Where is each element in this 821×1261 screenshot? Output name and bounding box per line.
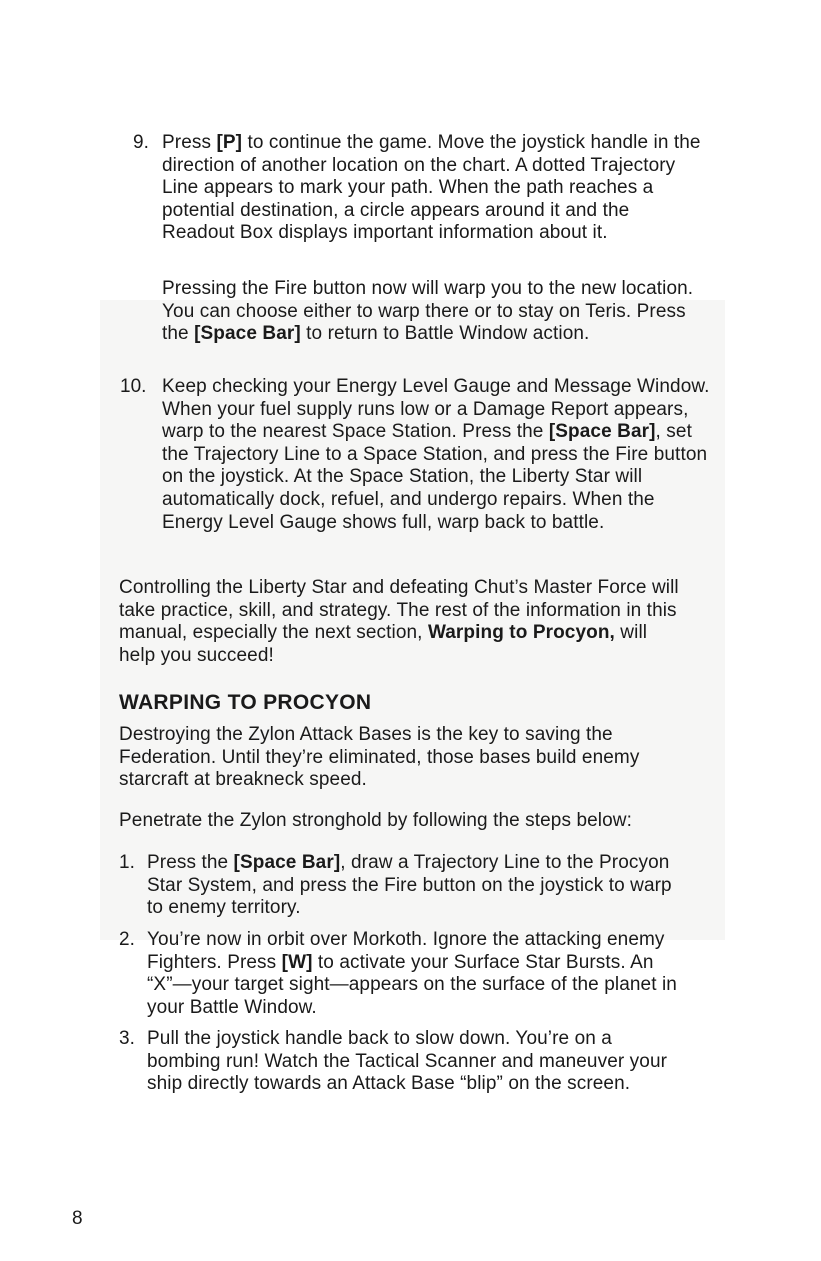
text-run: to activate your Surface Star Bursts. An “X”—your target sight—appears on the surface of the planet in your Battle Window.	[147, 951, 677, 1018]
text-run: You’re now in orbit over Morkoth. Ignore the attacking enemy Fighters. Press	[147, 929, 665, 973]
text-run: will help you succeed!	[119, 622, 648, 666]
item-9-paragraph-1	[162, 132, 707, 245]
item-9-paragraph-2	[162, 278, 707, 346]
closing-paragraph	[119, 577, 679, 667]
page-number: 8	[72, 1208, 83, 1229]
key-space-bar: [Space Bar]	[233, 852, 341, 873]
text-run: Press the	[147, 852, 234, 873]
step-2-text	[147, 929, 685, 1019]
section-intro: Destroying the Zylon Attack Bases is the key to saving the Federation. Until they’re eliminated, those bases build enemy starcraft at breakneck speed.	[119, 724, 640, 791]
step-1-text	[147, 852, 677, 920]
text-run: Pull the joystick handle back to slow down. You’re on a bombing run! Watch the Tactical Scanner and maneuver your ship directly towards an Attack Base “blip” on the screen.	[147, 1028, 668, 1095]
key-space-bar: [Space Bar]	[194, 323, 301, 345]
text-run: , draw a Trajectory Line to the Procyon Star System, and press the Fire button on the joystick to warp to enemy territory.	[147, 852, 672, 919]
text-run: Press	[162, 132, 217, 153]
text-run: to return to Battle Window action.	[300, 323, 590, 345]
text-run: Pressing the Fire button now will warp you to the new location. You can choose either to warp there or to stay on Teris. Press the	[162, 278, 694, 345]
section-lead: Penetrate the Zylon stronghold by following the steps below:	[119, 810, 632, 831]
text-run: , set the Trajectory Line to a Space Station, and press the Fire button on the joystick. At the Space Station, the Liberty Star will automatically dock, refuel, and undergo repairs. When the Energy Level Gauge shows full, warp back to battle.	[162, 421, 708, 533]
step-3-text	[147, 1028, 685, 1096]
step-number-3: 3.	[119, 1028, 135, 1049]
text-run: Controlling the Liberty Star and defeating Chut’s Master Force will take practice, skill, and strategy. The rest of the information in this manual, especially the next section,	[119, 577, 679, 644]
key-space-bar: [Space Bar]	[548, 421, 656, 443]
step-number-2: 2.	[119, 929, 135, 950]
key-w: [W]	[281, 951, 313, 973]
text-run: to continue the game. Move the joystick handle in the direction of another location on the chart. A dotted Trajectory Line appears to mark your path. When the path reaches a potential destination, a circle appears around it and the Readout Box displays important information about it.	[162, 132, 701, 244]
section-heading: WARPING TO PROCYON	[119, 691, 372, 714]
list-number-9: 9.	[133, 132, 149, 153]
list-number-10: 10.	[120, 376, 147, 397]
section-reference: Warping to Procyon,	[427, 622, 615, 644]
step-number-1: 1.	[119, 852, 135, 873]
item-10-paragraph	[162, 376, 710, 534]
text-run: Keep checking your Energy Level Gauge and Message Window. When your fuel supply runs low or a Damage Report appears, warp to the nearest Space Station. Press the	[162, 376, 710, 443]
key-p: [P]	[216, 132, 243, 153]
